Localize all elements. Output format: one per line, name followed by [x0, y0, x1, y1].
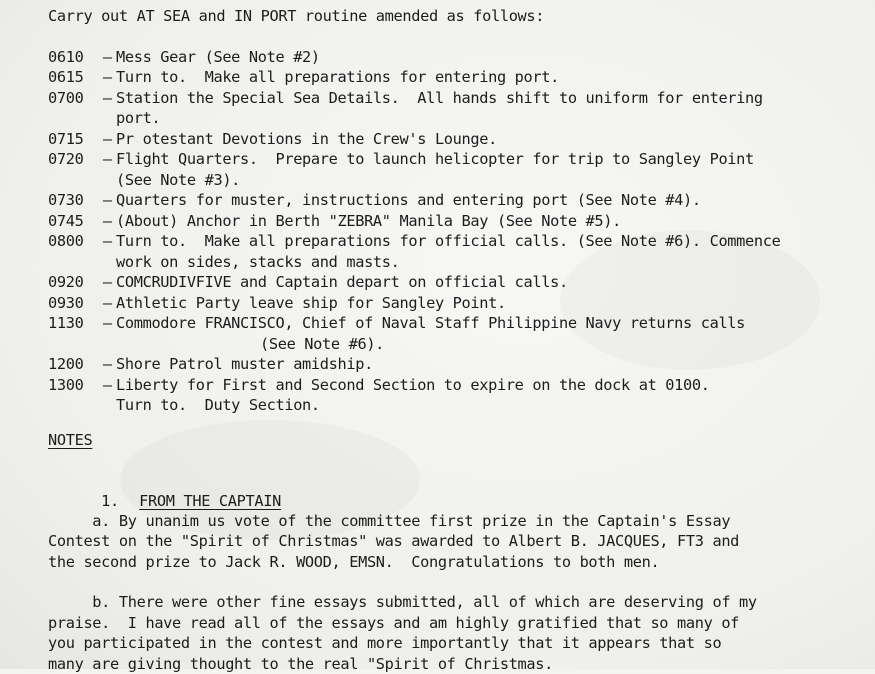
schedule-time: 0700	[48, 88, 94, 129]
schedule-entry	[48, 313, 863, 354]
note-1-paragraph-b	[48, 592, 863, 674]
schedule-dash: –	[94, 354, 116, 375]
schedule-event-line: Quarters for muster, instructions and entering port (See Note #4).	[116, 190, 863, 211]
paragraph-line: a. By unanim us vote of the committee first prize in the Captain's Essay	[48, 511, 863, 532]
notes-heading: NOTES	[48, 430, 92, 451]
schedule-time: 1300	[48, 375, 94, 416]
schedule-time: 1200	[48, 354, 94, 375]
schedule-entry	[48, 211, 863, 232]
schedule-event	[116, 375, 863, 416]
schedule-event	[116, 47, 863, 68]
schedule-event-line: Athletic Party leave ship for Sangley Point.	[116, 293, 863, 314]
schedule-event-line: Turn to. Duty Section.	[116, 395, 863, 416]
schedule-event	[116, 354, 863, 375]
schedule-dash: –	[94, 47, 116, 68]
schedule-event	[116, 149, 863, 190]
paragraph-line: the second prize to Jack R. WOOD, EMSN. Congratulations to both men.	[48, 552, 863, 573]
schedule-event-line: Turn to. Make all preparations for entering port.	[116, 67, 863, 88]
schedule-event-line: Liberty for First and Second Section to expire on the dock at 0100.	[116, 375, 863, 396]
schedule-event-continuation: (See Note #6).	[116, 334, 863, 355]
schedule-event	[116, 67, 863, 88]
schedule-event-line: work on sides, stacks and masts.	[116, 252, 863, 273]
schedule-dash: –	[94, 211, 116, 232]
schedule-time: 0715	[48, 129, 94, 150]
schedule-event-line: Pr otestant Devotions in the Crew's Lounge.	[116, 129, 863, 150]
schedule-dash: –	[94, 375, 116, 416]
schedule-dash: –	[94, 67, 116, 88]
schedule-entry	[48, 231, 863, 272]
schedule-entry	[48, 375, 863, 416]
schedule-time: 1130	[48, 313, 94, 354]
schedule-event-line: COMCRUDIVFIVE and Captain depart on official calls.	[116, 272, 863, 293]
schedule-time: 0745	[48, 211, 94, 232]
schedule-event	[116, 211, 863, 232]
schedule-time: 0610	[48, 47, 94, 68]
schedule-entry	[48, 293, 863, 314]
schedule-entry	[48, 47, 863, 68]
schedule-event-line: Station the Special Sea Details. All hands shift to uniform for entering	[116, 88, 863, 109]
schedule-time: 0930	[48, 293, 94, 314]
plan-of-the-day-text	[48, 6, 863, 674]
schedule-time: 0730	[48, 190, 94, 211]
schedule-event	[116, 190, 863, 211]
schedule-event	[116, 293, 863, 314]
schedule-event-line: Turn to. Make all preparations for official calls. (See Note #6). Commence	[116, 231, 863, 252]
schedule-dash: –	[94, 231, 116, 272]
note-1-heading	[48, 470, 863, 491]
schedule-event-line: Commodore FRANCISCO, Chief of Naval Staff Philippine Navy returns calls	[116, 313, 863, 334]
routine-header: Carry out AT SEA and IN PORT routine amended as follows:	[48, 6, 863, 27]
schedule-dash: –	[94, 272, 116, 293]
schedule-event-line: (About) Anchor in Berth "ZEBRA" Manila Bay (See Note #5).	[116, 211, 863, 232]
paragraph-line: b. There were other fine essays submitted, all of which are deserving of my	[48, 592, 863, 613]
paragraph-line: you participated in the contest and more importantly that it appears that so	[48, 633, 863, 654]
paragraph-line: many are giving thought to the real "Spirit of Christmas.	[48, 654, 863, 674]
schedule-event	[116, 129, 863, 150]
paragraph-line: Contest on the "Spirit of Christmas" was awarded to Albert B. JACQUES, FT3 and	[48, 531, 863, 552]
paragraph-line: praise. I have read all of the essays and am highly gratified that so many of	[48, 613, 863, 634]
schedule-entry	[48, 272, 863, 293]
schedule-list	[48, 47, 863, 416]
schedule-dash: –	[94, 88, 116, 129]
schedule-time: 0720	[48, 149, 94, 190]
schedule-event	[116, 272, 863, 293]
schedule-time: 0615	[48, 67, 94, 88]
schedule-dash: –	[94, 293, 116, 314]
note-title: FROM THE CAPTAIN	[139, 492, 281, 510]
schedule-dash: –	[94, 313, 116, 354]
schedule-time: 0800	[48, 231, 94, 272]
schedule-event-line: Mess Gear (See Note #2)	[116, 47, 863, 68]
note-number: 1.	[101, 491, 139, 512]
schedule-dash: –	[94, 129, 116, 150]
schedule-event	[116, 231, 863, 272]
schedule-event-line: Shore Patrol muster amidship.	[116, 354, 863, 375]
note-1-paragraph-a	[48, 511, 863, 573]
schedule-entry	[48, 354, 863, 375]
schedule-event	[116, 313, 863, 354]
schedule-dash: –	[94, 190, 116, 211]
schedule-entry	[48, 88, 863, 129]
schedule-entry	[48, 190, 863, 211]
schedule-entry	[48, 129, 863, 150]
schedule-event-line: Flight Quarters. Prepare to launch helicopter for trip to Sangley Point	[116, 149, 863, 170]
schedule-entry	[48, 67, 863, 88]
schedule-event	[116, 88, 863, 129]
schedule-entry	[48, 149, 863, 190]
schedule-event-line: port.	[116, 108, 863, 129]
schedule-event-line: (See Note #3).	[116, 170, 863, 191]
schedule-dash: –	[94, 149, 116, 190]
schedule-time: 0920	[48, 272, 94, 293]
